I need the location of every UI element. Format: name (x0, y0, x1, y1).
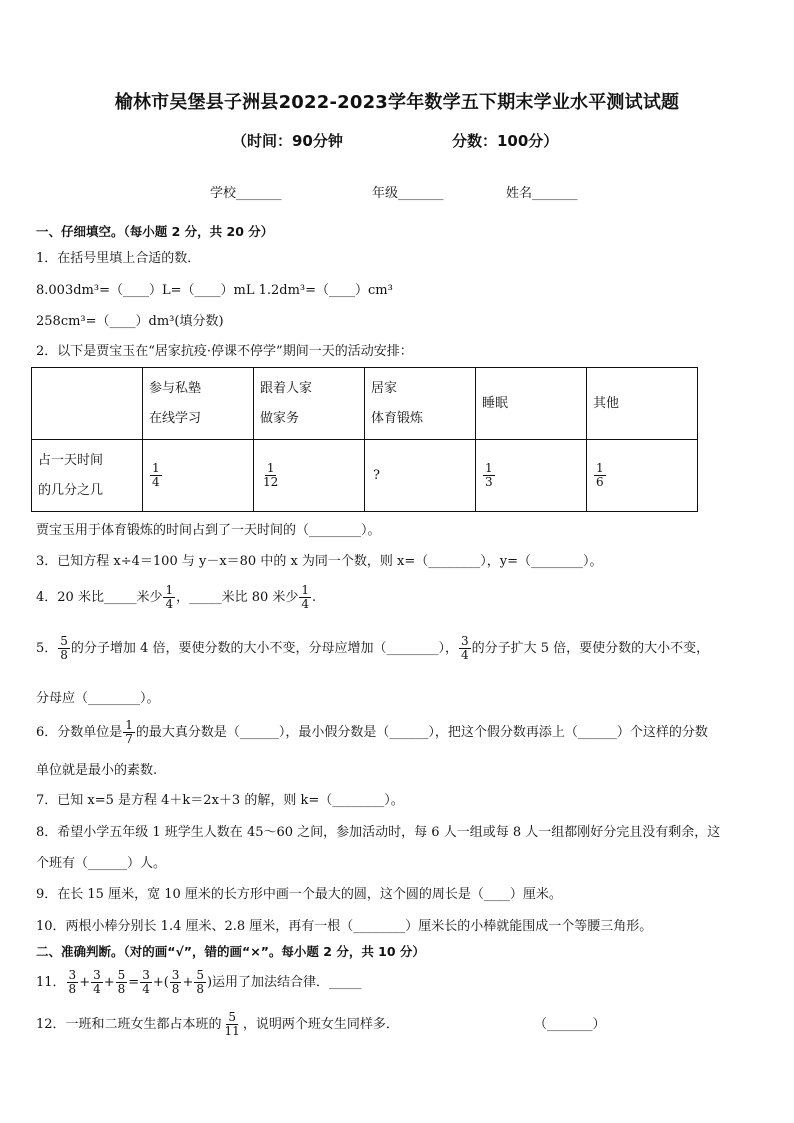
fraction: $\frac{1}{4}$ (165, 583, 174, 611)
fraction: $\frac{1}{7}$ (125, 718, 133, 746)
name-field: 姓名_______ (506, 186, 578, 201)
grade-field: 年级_______ (372, 186, 444, 201)
question-1-line-2: 258cm³=（____）dm³(填分数) (36, 314, 224, 329)
fraction: $\frac{3}{4}$ (93, 968, 101, 996)
question-3: 3．已知方程 x÷4＝100 与 y－x＝80 中的 x 为同一个数，则 x=（________），y=（________）。 (36, 554, 603, 569)
table-header-row (32, 368, 698, 440)
section-1-heading: 一、仔细填空。（每小题 2 分，共 20 分） (36, 224, 274, 239)
table-header-cell: 跟着人家 做家务 (254, 368, 365, 440)
fraction: $\frac{3}{8}$ (68, 968, 77, 996)
table-header-cell (32, 368, 143, 440)
table-header-cell: 睡眠 (476, 368, 587, 440)
question-2-stem: 2．以下是贾宝玉在“居家抗疫·停课不停学”期间一天的活动安排： (36, 344, 413, 359)
question-1-line-1: 8.003dm³=（____）L=（____）mL 1.2dm³=（____）cm³ (36, 283, 393, 298)
table-row-label: 占一天时间 的几分之几 (32, 440, 143, 512)
fraction: $\frac{5}{11}$ (224, 1010, 240, 1038)
activity-table (31, 367, 698, 512)
fraction: $\frac{5}{8}$ (117, 968, 126, 996)
question-4: 4．20 米比_____米少 $\frac{1}{4}$ ，_____米比 80 米少 $\frac{1}{4}$ . (36, 583, 317, 611)
table-header-cell: 居家 体育锻炼 (365, 368, 476, 440)
question-12: 12．一班和二班女生都占本班的 $\frac{5}{11}$ ，说明两个班女生同样多． (36, 1010, 399, 1038)
table-header-cell: 参与私塾 在线学习 (143, 368, 254, 440)
table-cell-fraction: $\frac{1}{4}$ (143, 440, 254, 512)
exam-time: （时间：90分钟 (232, 132, 343, 150)
question-1-stem: 1．在括号里填上合适的数． (36, 251, 201, 266)
question-5-line-2: 分母应（________）。 (36, 691, 160, 706)
exam-title: 榆林市吴堡县子洲县2022-2023学年数学五下期末学业水平测试试题 (114, 92, 680, 113)
exam-score: 分数：100分） (452, 132, 559, 150)
table-cell-unknown: ? (365, 440, 476, 512)
table-header-cell: 其他 (587, 368, 698, 440)
fraction: $\frac{1}{4}$ (301, 583, 310, 611)
question-2-question: 贾宝玉用于体育锻炼的时间占到了一天时间的（________）。 (36, 523, 381, 538)
table-cell-fraction: $\frac{1}{3}$ (476, 440, 587, 512)
fraction: $\frac{5}{8}$ (196, 968, 204, 996)
fraction: $\frac{3}{4}$ (460, 634, 469, 662)
question-6: 6．分数单位是 $\frac{1}{7}$ 的最大真分数是（______），最小假分数是（______），把这个假分数再添上（______）个这样的分数 (36, 718, 708, 746)
question-7: 7．已知 x=5 是方程 4＋k＝2x＋3 的解，则 k=（________）。 (36, 793, 404, 808)
section-2-heading: 二、准确判断。（对的画“√”，错的画“×”。每小题 2 分，共 10 分） (36, 944, 425, 959)
fraction: $\frac{5}{8}$ (60, 634, 68, 662)
table-cell-fraction: $\frac{1}{12}$ (254, 440, 365, 512)
school-field: 学校_______ (210, 186, 282, 201)
table-cell-fraction: $\frac{1}{6}$ (587, 440, 698, 512)
question-10: 10．两根小棒分别长 1.4 厘米、2.8 厘米，再有一根（________）厘米长的小棒就能围成一个等腰三角形。 (36, 919, 653, 934)
question-8-line-2: 个班有（______）人。 (36, 856, 167, 871)
question-6-line-2: 单位就是最小的素数. (36, 763, 158, 778)
table-row (32, 440, 698, 512)
fraction: $\frac{3}{4}$ (142, 968, 150, 996)
question-11: 11． $\frac{3}{8}$ + $\frac{3}{4}$ + $\frac{5}{8}$ = $\frac{3}{4}$ +( $\frac{3}{8}$ + $\frac{5}{8}$ )运用了加法结合律．_____ (36, 968, 362, 996)
fraction: $\frac{3}{8}$ (171, 968, 180, 996)
question-12-answer-blank: （_______） (534, 1017, 606, 1032)
question-8-line-1: 8．希望小学五年级 1 班学生人数在 45～60 之间，参加活动时，每 6 人一组或每 8 人一组都刚好分完且没有剩余，这 (36, 825, 721, 840)
question-5: 5． $\frac{5}{8}$ 的分子增加 4 倍，要使分数的大小不变，分母应增加（________）， $\frac{3}{4}$ 的分子扩大 5 倍，要使分数的大小不变， (36, 634, 710, 662)
question-9: 9．在长 15 厘米，宽 10 厘米的长方形中画一个最大的圆，这个圆的周长是（____）厘米。 (36, 887, 562, 902)
